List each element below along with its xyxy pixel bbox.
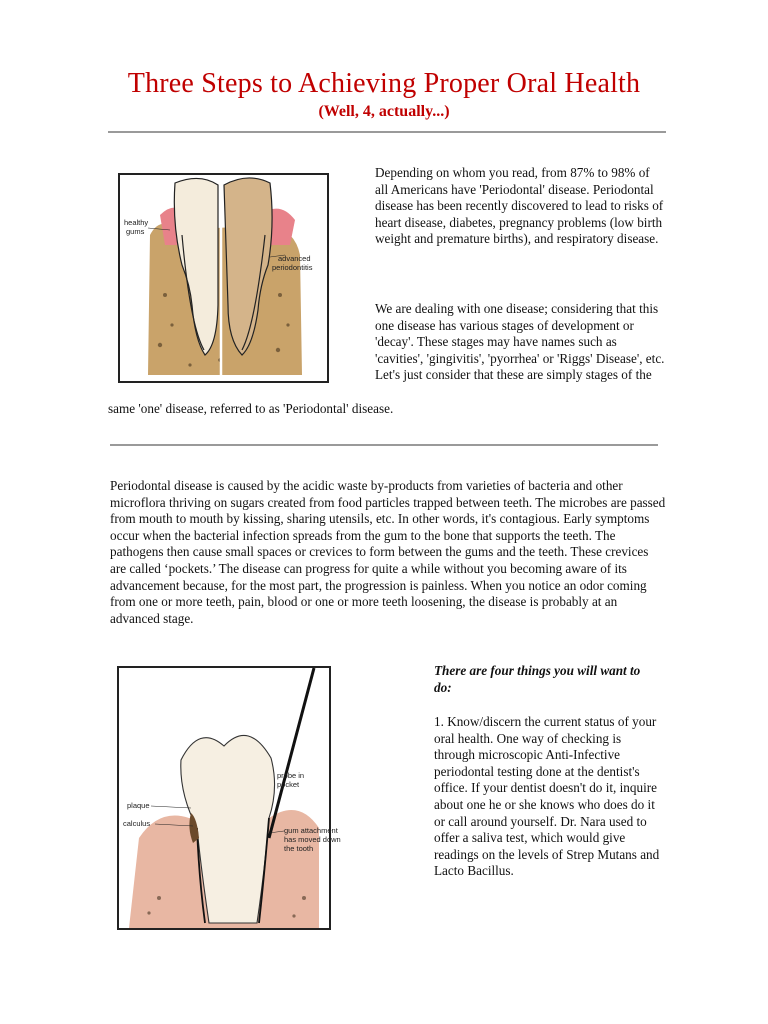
- label-gums: gums: [126, 227, 145, 236]
- label-plaque: plaque: [127, 801, 150, 810]
- label-healthy: healthy: [124, 218, 149, 227]
- probe-pocket-illustration: [119, 668, 341, 928]
- label-periodontitis: periodontitis: [272, 263, 313, 272]
- label-pocket: pocket: [277, 780, 300, 789]
- label-advanced: advanced: [278, 254, 311, 263]
- page-subtitle: (Well, 4, actually...): [318, 103, 450, 120]
- step-1: 1. Know/discern the current status of your oral health. One way of checking is through microscopic Anti-Infective periodontal testing done at the dentist's office. If your dentist doesn't do it, inquire about one he or she knows who does do it or call around yourself. Dr. Nara used to offer a saliva test, which would give readings on the levels of Strep Mutans and Lacto Bacillus.: [434, 714, 660, 879]
- divider-top: [108, 131, 666, 133]
- label-has-moved-down: has moved down: [284, 835, 341, 844]
- label-gum-attachment: gum attachment: [284, 826, 338, 835]
- label-probe-in: probe in: [277, 771, 305, 780]
- intro-paragraph-2-continued: same 'one' disease, referred to as 'Periodontal' disease.: [108, 401, 394, 416]
- intro-paragraph-2: We are dealing with one disease; considering that this one disease has various stages of development or 'decay'. These stages may have names such as 'cavities', 'gingivitis', 'pyorrhea' or 'Riggs' Disease', etc. Let's just consider that these are simply stages of the: [375, 301, 665, 383]
- steps-heading: There are four things you will want to do:: [434, 663, 641, 695]
- divider-middle: [110, 444, 658, 446]
- label-the-tooth: the tooth: [284, 844, 314, 853]
- page-title: Three Steps to Achieving Proper Oral Health: [127, 68, 641, 99]
- probe-pocket-figure: [117, 666, 341, 930]
- label-calculus: calculus: [123, 819, 151, 828]
- intro-paragraph-1: Depending on whom you read, from 87% to 98% of all Americans have 'Periodontal' disease. Periodontal disease has been recently discovered to lead to risks of heart disease, diabetes, pregnancy problems (low birth weight and premature births), and respiratory disease.: [375, 165, 664, 247]
- body-paragraph: Periodontal disease is caused by the acidic waste by-products from varieties of bacteria and other microflora thriving on sugars created from food particles trapped between teeth. The microbes are passed from mouth to mouth by kissing, sharing utensils, etc. In other words, it's contagious. Early symptoms occur when the bacterial infection spreads from the gum to the bone that supports the teeth. The pathogens then cause small spaces or crevices to form between the gums and the teeth. These crevices are called ‘pockets.’ The disease can progress for quite a while without you becoming aware of its advancement because, for the most part, the progression is painless. When you notice an odor coming from one or more teeth, pain, blood or one or more teeth loosening, the disease is probably at an advanced stage.: [110, 478, 666, 626]
- tooth-comparison-illustration: [120, 175, 327, 381]
- tooth-comparison-figure: [118, 173, 329, 383]
